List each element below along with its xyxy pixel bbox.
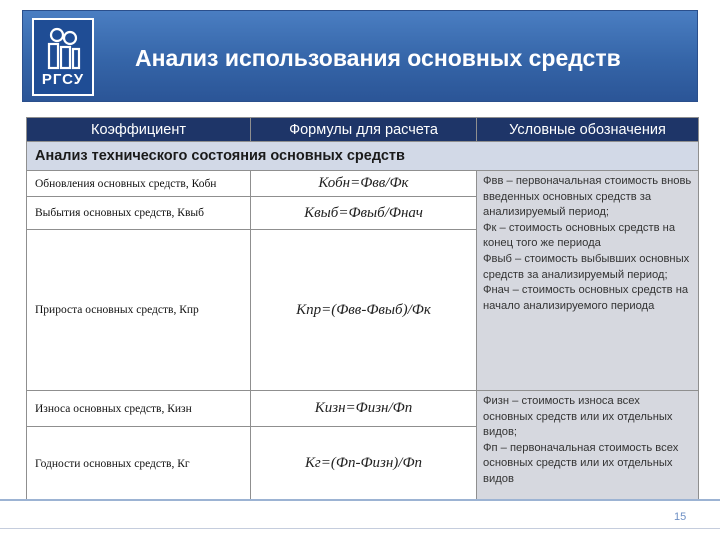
table-header-row bbox=[27, 118, 699, 142]
coefficient-cell: Годности основных средств, Кг bbox=[27, 427, 251, 501]
formula-cell: Кпр=(Фвв-Фвыб)/Фк bbox=[251, 230, 477, 391]
slide-number: 15 bbox=[674, 511, 687, 523]
notation-line: Фнач – стоимость основных средств на начало анализируемого периода bbox=[483, 284, 689, 312]
page-title: Анализ использования основных средств bbox=[135, 45, 621, 71]
coefficient-cell: Обновления основных средств, Кобн bbox=[27, 171, 251, 197]
column-header-coefficient: Коэффициент bbox=[27, 118, 251, 142]
university-logo bbox=[32, 18, 94, 96]
notation-cell bbox=[477, 171, 699, 391]
notation-line: Фвыб – стоимость выбывших основных средств за анализируемый период; bbox=[483, 252, 690, 281]
footer-divider bbox=[0, 499, 720, 501]
table-row bbox=[27, 391, 699, 427]
formula-cell: Квыб=Фвыб/Фнач bbox=[251, 197, 477, 230]
coefficient-cell: Износа основных средств, Кизн bbox=[27, 391, 251, 427]
formula-cell: Кг=(Фп-Физн)/Фп bbox=[251, 427, 477, 501]
logo-emblem-icon bbox=[44, 26, 84, 74]
formula-cell: Кобн=Фвв/Фк bbox=[251, 171, 477, 197]
formula-cell: Кизн=Физн/Фп bbox=[251, 391, 477, 427]
notation-line: Фвв – первоначальная стоимость вновь введенных основных средств за анализируемый период; bbox=[483, 175, 692, 219]
section-title: Анализ технического состояния основных средств bbox=[27, 142, 699, 171]
column-header-formula: Формулы для расчета bbox=[251, 118, 477, 142]
notation-line: Фп – первоначальная стоимость всех основных средств или их отдельных видов bbox=[483, 441, 679, 485]
notation-line: Физн – стоимость износа всех основных средств или их отдельных видов; bbox=[483, 395, 673, 439]
notation-line: Фк – стоимость основных средств на конец того же периода bbox=[483, 221, 676, 250]
table-row bbox=[27, 171, 699, 197]
notation-cell bbox=[477, 391, 699, 501]
logo-text: РГСУ bbox=[41, 71, 85, 88]
column-header-notation: Условные обозначения bbox=[477, 118, 699, 142]
coefficient-cell: Выбытия основных средств, Квыб bbox=[27, 197, 251, 230]
section-row bbox=[27, 142, 699, 171]
bottom-divider bbox=[0, 528, 720, 529]
slide-header bbox=[22, 10, 698, 102]
coefficients-table bbox=[26, 117, 699, 501]
coefficient-cell: Прироста основных средств, Кпр bbox=[27, 230, 251, 391]
